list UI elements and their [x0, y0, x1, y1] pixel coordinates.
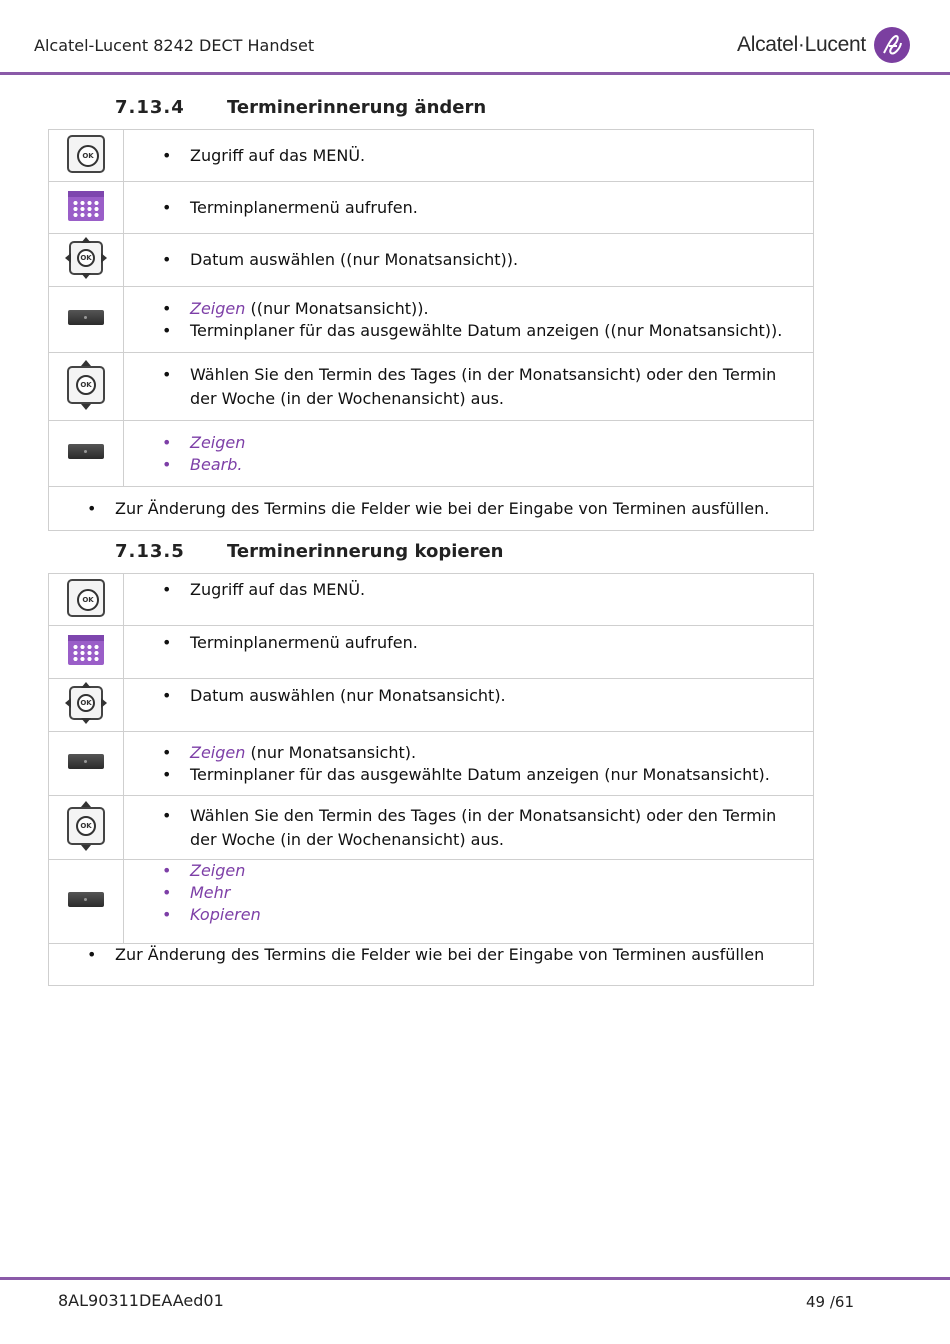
softkey-label: • Zeigen — [190, 860, 813, 882]
brand-logo — [737, 25, 910, 65]
alcatel-lucent-logo-icon — [874, 27, 910, 63]
list-item: • Datum auswählen ((nur Monatsansicht)). — [190, 249, 813, 271]
softkey-icon — [68, 892, 104, 907]
steps-table-copy — [48, 573, 814, 986]
softkey-label: Zeigen — [190, 742, 246, 762]
ok-key-icon: OK — [67, 579, 105, 617]
softkey-label: • Kopieren — [190, 904, 813, 926]
table-row — [49, 796, 814, 860]
section-number: 7.13.5 — [115, 541, 185, 562]
list-item: • Zugriff auf das MENÜ. — [190, 579, 813, 601]
list-item: • Terminplaner für das ausgewählte Datum anzeigen (nur Monatsansicht). — [190, 764, 813, 786]
table-row — [49, 130, 814, 182]
footer-rule — [0, 1277, 950, 1280]
list-item: • Terminplanermenü aufrufen. — [190, 197, 813, 219]
ok-key-icon: OK — [67, 135, 105, 173]
table-row — [49, 732, 814, 796]
softkey-icon — [68, 310, 104, 325]
steps-table-edit — [48, 129, 814, 531]
list-item: • Zeigen ((nur Monatsansicht)). — [190, 298, 813, 320]
softkey-label: Zeigen — [190, 298, 246, 318]
section-heading-7-13-5 — [115, 541, 503, 562]
calendar-icon — [68, 191, 104, 221]
table-row — [49, 626, 814, 679]
navigator-icon: OK — [65, 237, 107, 279]
note-item: • Zur Änderung des Termins die Felder wie bei der Eingabe von Terminen ausfüllen — [115, 944, 813, 966]
table-row — [49, 574, 814, 626]
calendar-icon — [68, 635, 104, 665]
list-item: • Zugriff auf das MENÜ. — [190, 145, 813, 167]
section-title: Terminerinnerung kopieren — [227, 541, 504, 562]
list-item: • Terminplanermenü aufrufen. — [190, 632, 813, 654]
softkey-label: • Zeigen — [190, 432, 813, 454]
table-row — [49, 679, 814, 732]
up-down-key-icon: OK — [65, 360, 107, 410]
softkey-label: • Mehr — [190, 882, 813, 904]
page-number: 49 /61 — [806, 1293, 854, 1311]
softkey-icon — [68, 444, 104, 459]
softkey-label: • Bearb. — [190, 454, 813, 476]
table-row — [49, 287, 814, 353]
softkey-icon — [68, 754, 104, 769]
section-number: 7.13.4 — [115, 97, 185, 118]
table-row — [49, 944, 814, 986]
table-row — [49, 234, 814, 287]
header-rule — [0, 72, 950, 75]
table-row — [49, 182, 814, 234]
navigator-icon: OK — [65, 682, 107, 724]
section-heading-7-13-4 — [115, 97, 486, 118]
table-row — [49, 353, 814, 421]
list-item: • Wählen Sie den Termin des Tages (in der Monatsansicht) oder den Termin der Woche (in der Wochenansicht) aus. — [190, 804, 813, 852]
up-down-key-icon: OK — [65, 801, 107, 851]
list-item: • Zeigen (nur Monatsansicht). — [190, 742, 813, 764]
list-item: • Wählen Sie den Termin des Tages (in der Monatsansicht) oder den Termin der Woche (in der Wochenansicht) aus. — [190, 363, 813, 411]
list-item: • Terminplaner für das ausgewählte Datum anzeigen ((nur Monatsansicht)). — [190, 320, 813, 342]
list-item: • Datum auswählen (nur Monatsansicht). — [190, 685, 813, 707]
table-row — [49, 421, 814, 487]
document-reference: 8AL90311DEAAed01 — [58, 1291, 224, 1310]
note-item: • Zur Änderung des Termins die Felder wie bei der Eingabe von Terminen ausfüllen. — [115, 498, 813, 520]
header-title: Alcatel-Lucent 8242 DECT Handset — [34, 36, 315, 55]
section-title: Terminerinnerung ändern — [227, 97, 487, 118]
table-row — [49, 487, 814, 531]
logo-text: Alcatel·Lucent — [737, 33, 866, 56]
table-row — [49, 860, 814, 944]
